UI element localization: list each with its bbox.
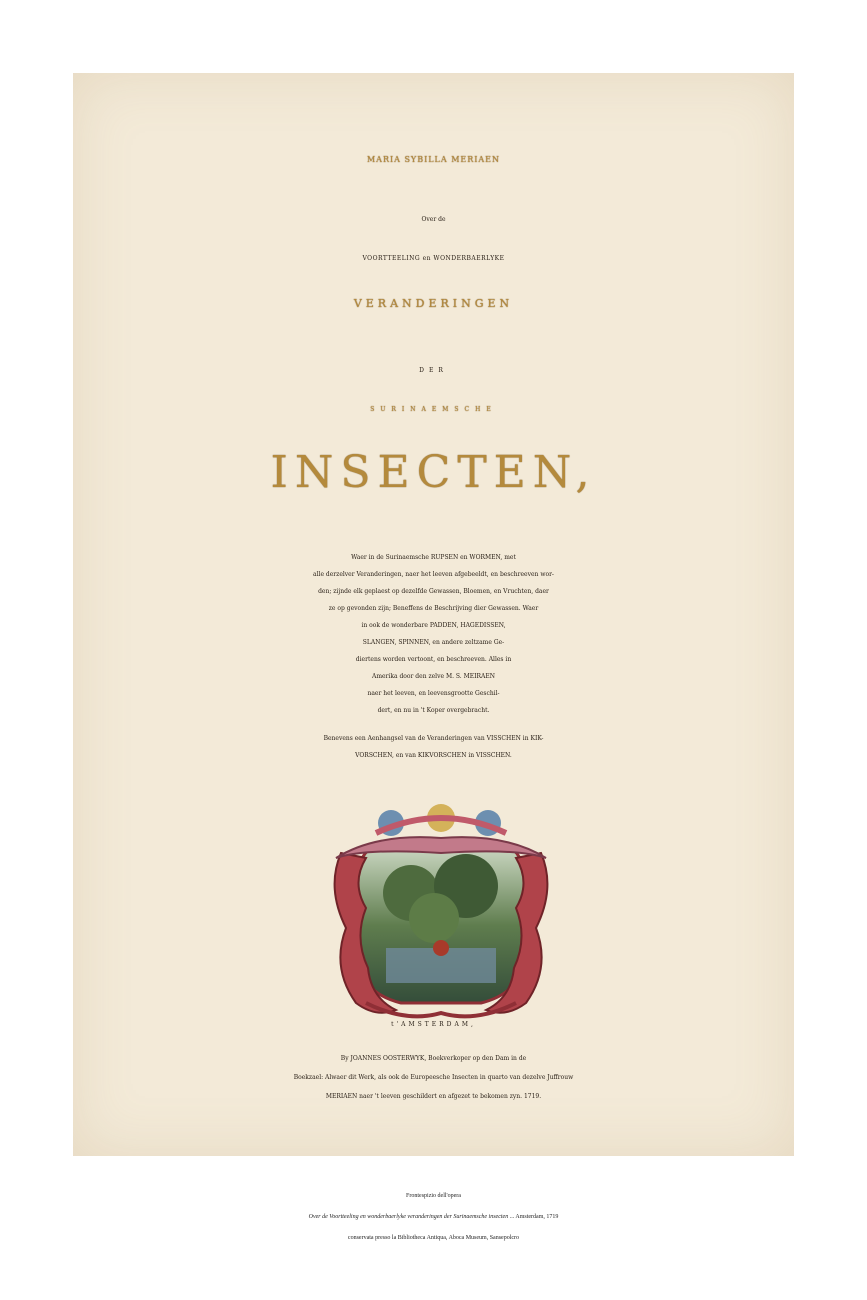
imprint-line: Boekzael: Alwaer dit Werk, als ook de Europeesche Insecten in quarto van dezelve Juffrouw [293, 1074, 574, 1081]
caption-line-3: conservata presso la Bibliotheca Antiqua, Aboca Museum, Sansepolcro [347, 1235, 520, 1241]
description-line: Amerika door den zelve M. S. MEIRAEN [371, 673, 495, 680]
description-line: ze op gevonden zijn; Beneffens de Beschrijving dier Gewassen. Waer [328, 605, 539, 612]
description-line: in ook de wonderbare PADDEN, HAGEDISSEN, [361, 622, 506, 629]
description-line: Waer in de Surinaemsche RUPSEN en WORMEN, met [351, 554, 516, 561]
title-veranderingen: VERANDERINGEN [353, 297, 514, 310]
caption-line-2 [0, 1207, 867, 1228]
title-der: DER [419, 367, 448, 374]
author-name: MARIA SYBILLA MERIAEN [366, 155, 501, 164]
title-surinaemsche: SURINAEMSCHE [370, 406, 497, 413]
description-line: SLANGEN, SPINNEN, en andere zeltzame Ge- [362, 639, 505, 646]
description-line: diertens worden vertoont, en beschreeven. Alles in [355, 656, 512, 663]
figure-caption [0, 1186, 867, 1249]
imprint-place: t'AMSTERDAM, [391, 1021, 476, 1028]
description-line: dert, en nu in 't Koper overgebracht. [377, 707, 490, 714]
caption-book-title: Over de Voortteeling en wonderbaerlyke veranderingen der Surinaemsche insecten [308, 1214, 509, 1220]
appendix-line: VORSCHEN, en van KIKVORSCHEN in VISSCHEN. [355, 752, 512, 759]
cartouche-emblem [316, 798, 566, 1023]
imprint [73, 1049, 794, 1106]
title-over-de: Over de [421, 216, 446, 223]
title-page-plate [73, 73, 794, 1156]
appendix-line: Benevens een Aenhangsel van de Veranderingen van VISSCHEN in KIK- [323, 735, 544, 742]
description-line: alle derzelver Veranderingen, naer het leeven afgebeeldt, en beschreeven wor- [313, 571, 554, 578]
imprint-line: MERIAEN naer 't leeven geschildert en afgezet te bekomen zyn. 1719. [325, 1093, 542, 1100]
imprint-line: By JOANNES OOSTERWYK, Boekverkoper op den Dam in de [340, 1055, 527, 1062]
title-voortteeling: VOORTTEELING en WONDERBAERLYKE [362, 255, 505, 262]
description-line: naer het leeven, en leevensgrootte Geschil- [367, 690, 500, 697]
title-insecten: INSECTEN, [270, 447, 597, 498]
description-line: den; zijnde elk geplaest op dezelfde Gewassen, Bloemen, en Vruchten, daer [318, 588, 549, 595]
caption-line-1: Frontespizio dell'opera [406, 1193, 461, 1199]
caption-book-place-date: ... Amsterdam, 1719 [509, 1214, 559, 1220]
